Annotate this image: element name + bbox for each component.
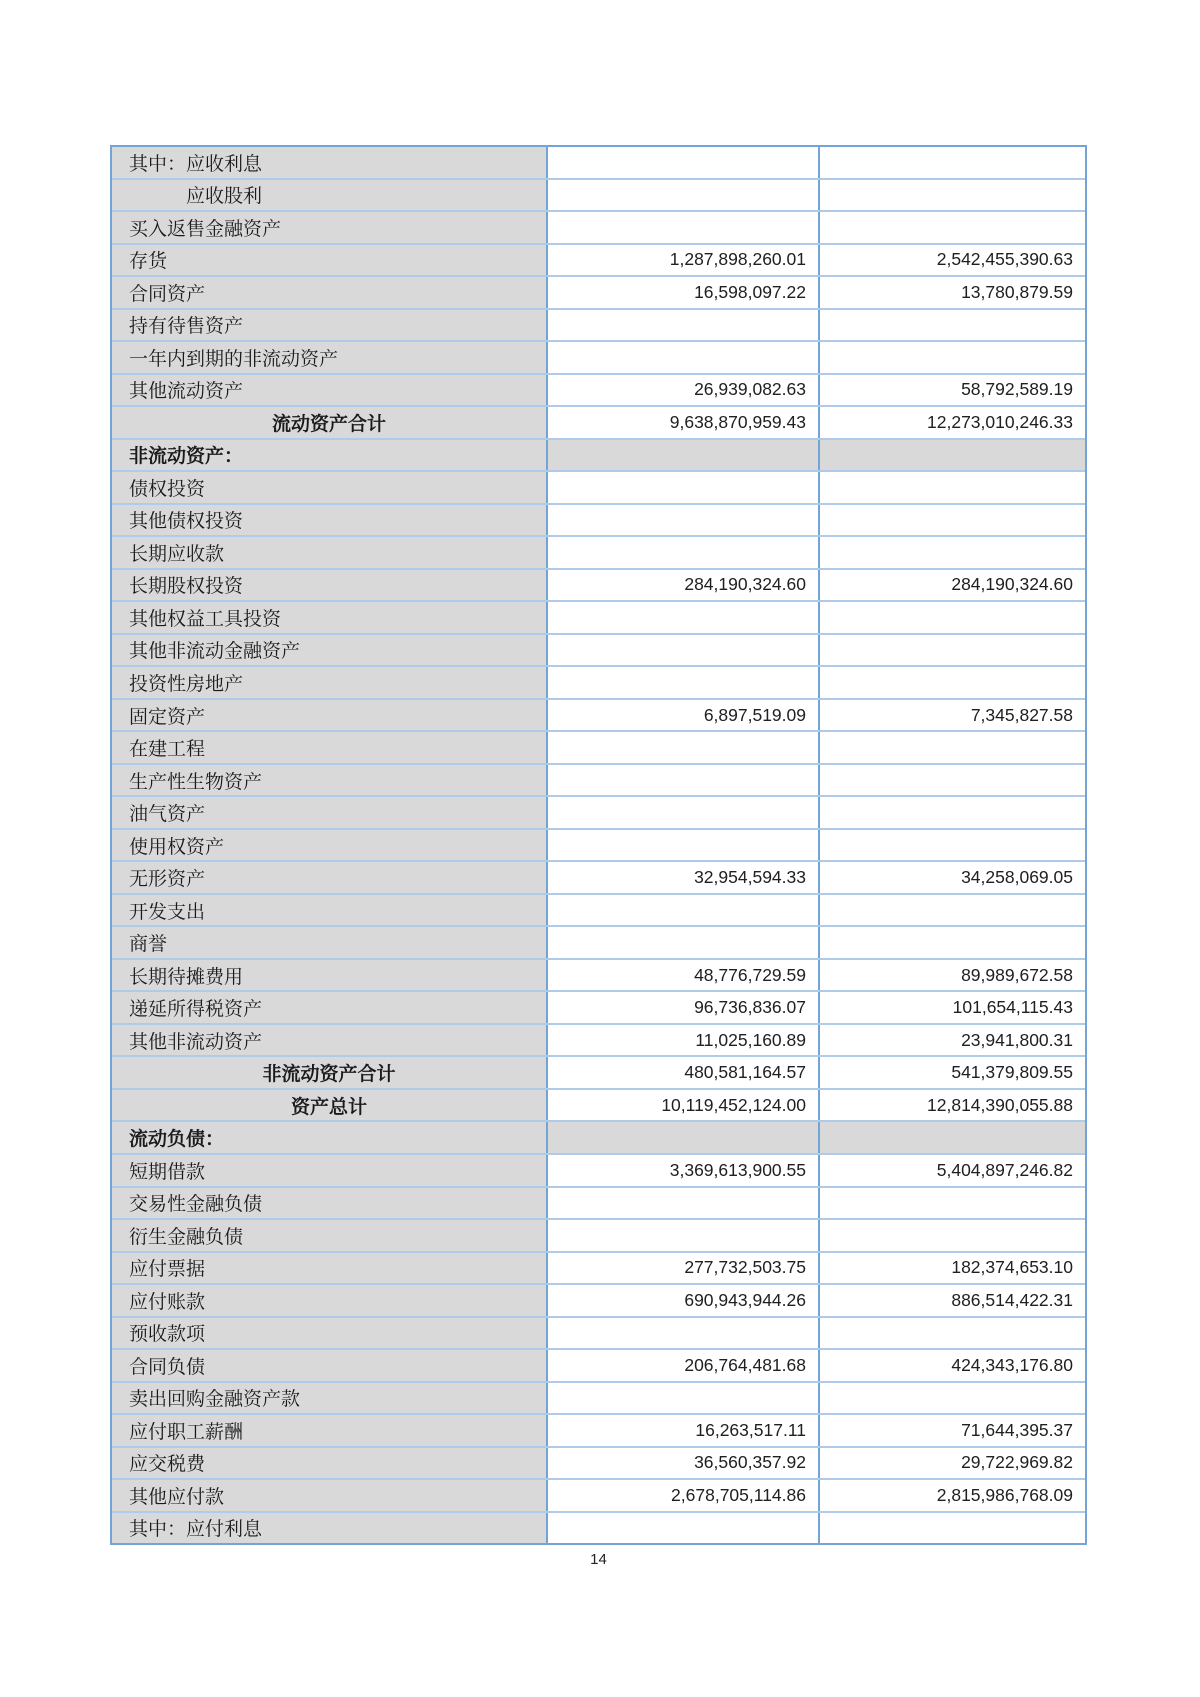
row-value-prior-period: 23,941,800.31	[820, 1025, 1085, 1056]
row-value-prior-period: 182,374,653.10	[820, 1253, 1085, 1284]
row-value-current-period: 48,776,729.59	[548, 960, 820, 991]
row-value-current-period	[548, 895, 820, 926]
row-value-current-period	[548, 180, 820, 211]
row-item-label: 其中：应付利息	[112, 1513, 548, 1544]
row-value-current-period: 3,369,613,900.55	[548, 1155, 820, 1186]
row-value-current-period: 36,560,357.92	[548, 1448, 820, 1479]
row-value-current-period	[548, 472, 820, 503]
table-row	[112, 1480, 1085, 1513]
row-item-label: 应付票据	[112, 1253, 548, 1284]
row-value-prior-period	[820, 1513, 1085, 1544]
table-row	[112, 1448, 1085, 1481]
row-item-label: 资产总计	[112, 1090, 548, 1121]
row-value-prior-period	[820, 765, 1085, 796]
row-item-label: 存货	[112, 245, 548, 276]
row-item-label: 应交税费	[112, 1448, 548, 1479]
table-row	[112, 245, 1085, 278]
table-row	[112, 1188, 1085, 1221]
table-row	[112, 732, 1085, 765]
row-value-prior-period: 34,258,069.05	[820, 862, 1085, 893]
row-value-current-period	[548, 830, 820, 861]
page-number: 14	[590, 1551, 607, 1568]
row-item-label: 长期待摊费用	[112, 960, 548, 991]
row-item-label: 投资性房地产	[112, 667, 548, 698]
row-item-label: 非流动资产：	[112, 440, 548, 471]
table-row	[112, 635, 1085, 668]
row-value-prior-period	[820, 212, 1085, 243]
table-row	[112, 1350, 1085, 1383]
row-value-current-period: 32,954,594.33	[548, 862, 820, 893]
row-value-current-period: 6,897,519.09	[548, 700, 820, 731]
row-value-current-period: 277,732,503.75	[548, 1253, 820, 1284]
row-value-prior-period: 541,379,809.55	[820, 1057, 1085, 1088]
row-value-prior-period	[820, 830, 1085, 861]
row-item-label: 衍生金融负债	[112, 1220, 548, 1251]
row-item-label: 买入返售金融资产	[112, 212, 548, 243]
row-item-label: 应收股利	[112, 180, 548, 211]
row-value-prior-period	[820, 537, 1085, 568]
table-row	[112, 602, 1085, 635]
row-value-prior-period: 5,404,897,246.82	[820, 1155, 1085, 1186]
table-row	[112, 700, 1085, 733]
row-value-current-period	[548, 635, 820, 666]
table-row	[112, 1285, 1085, 1318]
row-value-prior-period: 886,514,422.31	[820, 1285, 1085, 1316]
table-row	[112, 342, 1085, 375]
row-value-current-period: 284,190,324.60	[548, 570, 820, 601]
row-value-current-period: 26,939,082.63	[548, 375, 820, 406]
row-item-label: 交易性金融负债	[112, 1188, 548, 1219]
row-value-current-period: 1,287,898,260.01	[548, 245, 820, 276]
row-value-prior-period	[820, 602, 1085, 633]
row-value-prior-period	[820, 342, 1085, 373]
row-value-current-period: 16,263,517.11	[548, 1415, 820, 1446]
row-value-current-period: 690,943,944.26	[548, 1285, 820, 1316]
row-item-label: 固定资产	[112, 700, 548, 731]
row-value-current-period	[548, 667, 820, 698]
row-item-label: 其他权益工具投资	[112, 602, 548, 633]
table-row	[112, 375, 1085, 408]
row-value-current-period	[548, 212, 820, 243]
row-item-label: 其他流动资产	[112, 375, 548, 406]
row-item-label: 短期借款	[112, 1155, 548, 1186]
row-value-prior-period	[820, 732, 1085, 763]
row-item-label: 长期股权投资	[112, 570, 548, 601]
row-item-label: 其他债权投资	[112, 505, 548, 536]
row-value-prior-period: 7,345,827.58	[820, 700, 1085, 731]
row-value-current-period	[548, 147, 820, 178]
table-row	[112, 570, 1085, 603]
row-value-prior-period	[820, 1383, 1085, 1414]
row-value-prior-period: 58,792,589.19	[820, 375, 1085, 406]
table-row	[112, 537, 1085, 570]
table-row	[112, 1383, 1085, 1416]
row-value-current-period	[548, 1318, 820, 1349]
row-item-label: 其他非流动金融资产	[112, 635, 548, 666]
row-item-label: 预收款项	[112, 1318, 548, 1349]
row-value-current-period	[548, 1122, 820, 1153]
row-value-current-period	[548, 1513, 820, 1544]
row-item-label: 其他非流动资产	[112, 1025, 548, 1056]
table-row	[112, 1025, 1085, 1058]
table-row	[112, 1122, 1085, 1155]
row-item-label: 在建工程	[112, 732, 548, 763]
row-value-current-period	[548, 765, 820, 796]
table-row	[112, 1220, 1085, 1253]
row-value-prior-period	[820, 505, 1085, 536]
row-value-current-period	[548, 1383, 820, 1414]
row-value-prior-period: 284,190,324.60	[820, 570, 1085, 601]
row-item-label: 持有待售资产	[112, 310, 548, 341]
row-item-label: 递延所得税资产	[112, 992, 548, 1023]
row-item-label: 无形资产	[112, 862, 548, 893]
table-row	[112, 212, 1085, 245]
row-value-current-period: 96,736,836.07	[548, 992, 820, 1023]
row-value-current-period	[548, 342, 820, 373]
row-value-prior-period	[820, 927, 1085, 958]
table-row	[112, 1253, 1085, 1286]
table-row	[112, 472, 1085, 505]
table-row	[112, 667, 1085, 700]
row-value-current-period	[548, 1220, 820, 1251]
row-value-current-period	[548, 1188, 820, 1219]
row-value-current-period: 10,119,452,124.00	[548, 1090, 820, 1121]
row-item-label: 合同资产	[112, 277, 548, 308]
row-value-prior-period	[820, 440, 1085, 471]
row-value-prior-period: 2,815,986,768.09	[820, 1480, 1085, 1511]
table-row	[112, 1090, 1085, 1123]
row-value-prior-period: 12,273,010,246.33	[820, 407, 1085, 438]
row-value-prior-period: 12,814,390,055.88	[820, 1090, 1085, 1121]
row-item-label: 开发支出	[112, 895, 548, 926]
table-row	[112, 1513, 1085, 1544]
row-value-prior-period	[820, 667, 1085, 698]
row-value-current-period	[548, 505, 820, 536]
row-value-prior-period: 29,722,969.82	[820, 1448, 1085, 1479]
row-item-label: 其中：应收利息	[112, 147, 548, 178]
row-value-prior-period	[820, 472, 1085, 503]
row-value-current-period	[548, 602, 820, 633]
row-value-current-period: 2,678,705,114.86	[548, 1480, 820, 1511]
row-value-current-period: 9,638,870,959.43	[548, 407, 820, 438]
row-value-current-period	[548, 732, 820, 763]
row-value-prior-period: 13,780,879.59	[820, 277, 1085, 308]
row-item-label: 油气资产	[112, 797, 548, 828]
row-item-label: 生产性生物资产	[112, 765, 548, 796]
table-row	[112, 1415, 1085, 1448]
table-row	[112, 960, 1085, 993]
row-value-prior-period: 424,343,176.80	[820, 1350, 1085, 1381]
table-row	[112, 830, 1085, 863]
row-value-current-period	[548, 797, 820, 828]
row-value-prior-period	[820, 1188, 1085, 1219]
row-value-prior-period	[820, 635, 1085, 666]
row-value-prior-period	[820, 1122, 1085, 1153]
row-value-prior-period	[820, 895, 1085, 926]
table-row	[112, 180, 1085, 213]
table-row	[112, 895, 1085, 928]
table-row	[112, 862, 1085, 895]
row-value-prior-period	[820, 310, 1085, 341]
row-value-current-period: 16,598,097.22	[548, 277, 820, 308]
table-row	[112, 277, 1085, 310]
row-value-prior-period	[820, 1220, 1085, 1251]
table-row	[112, 992, 1085, 1025]
table-row	[112, 407, 1085, 440]
row-value-prior-period	[820, 797, 1085, 828]
row-value-prior-period: 101,654,115.43	[820, 992, 1085, 1023]
row-item-label: 其他应付款	[112, 1480, 548, 1511]
row-item-label: 应付账款	[112, 1285, 548, 1316]
table-row	[112, 1318, 1085, 1351]
row-item-label: 应付职工薪酬	[112, 1415, 548, 1446]
row-item-label: 合同负债	[112, 1350, 548, 1381]
row-value-prior-period	[820, 147, 1085, 178]
row-item-label: 使用权资产	[112, 830, 548, 861]
row-value-current-period	[548, 537, 820, 568]
row-item-label: 流动负债：	[112, 1122, 548, 1153]
row-value-prior-period	[820, 180, 1085, 211]
row-value-current-period	[548, 927, 820, 958]
table-row	[112, 147, 1085, 180]
row-value-current-period	[548, 310, 820, 341]
table-row	[112, 797, 1085, 830]
table-row	[112, 927, 1085, 960]
row-item-label: 长期应收款	[112, 537, 548, 568]
row-value-current-period	[548, 440, 820, 471]
row-item-label: 非流动资产合计	[112, 1057, 548, 1088]
table-row	[112, 440, 1085, 473]
row-value-current-period: 206,764,481.68	[548, 1350, 820, 1381]
row-value-prior-period: 71,644,395.37	[820, 1415, 1085, 1446]
row-item-label: 流动资产合计	[112, 407, 548, 438]
row-value-current-period: 11,025,160.89	[548, 1025, 820, 1056]
row-item-label: 债权投资	[112, 472, 548, 503]
table-row	[112, 1057, 1085, 1090]
row-value-prior-period: 2,542,455,390.63	[820, 245, 1085, 276]
table-row	[112, 505, 1085, 538]
row-value-prior-period	[820, 1318, 1085, 1349]
row-item-label: 商誉	[112, 927, 548, 958]
table-row	[112, 310, 1085, 343]
table-row	[112, 765, 1085, 798]
row-value-prior-period: 89,989,672.58	[820, 960, 1085, 991]
row-item-label: 一年内到期的非流动资产	[112, 342, 548, 373]
row-value-current-period: 480,581,164.57	[548, 1057, 820, 1088]
row-item-label: 卖出回购金融资产款	[112, 1383, 548, 1414]
balance-sheet-table	[110, 145, 1087, 1545]
table-row	[112, 1155, 1085, 1188]
